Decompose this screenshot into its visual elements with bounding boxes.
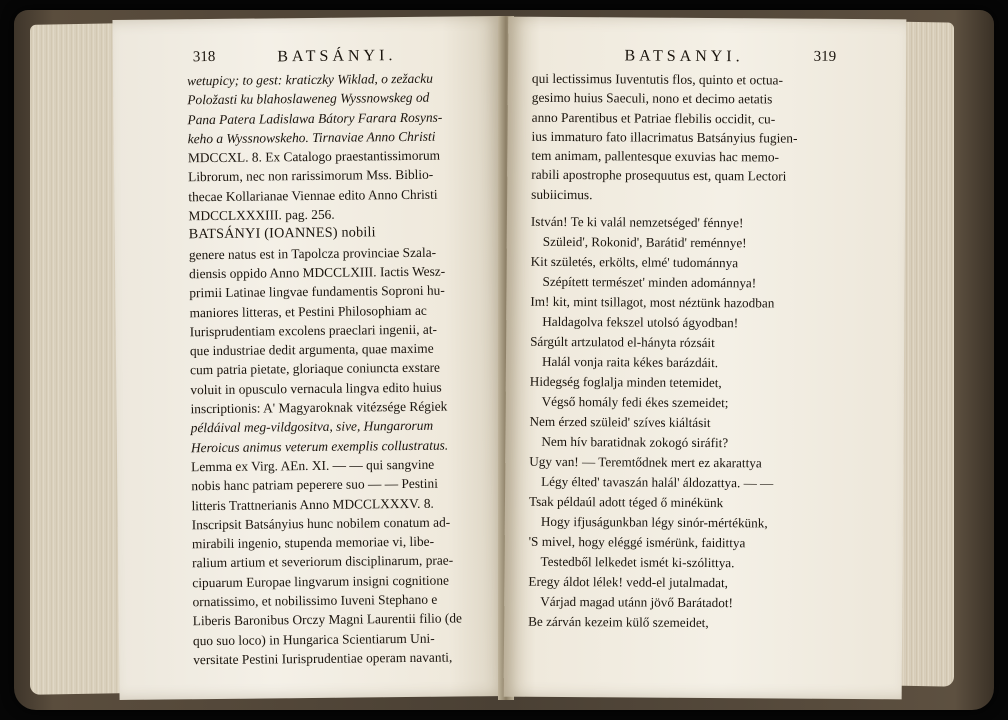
text-line: Librorum, nec non rarissimorum Mss. Biblio-	[188, 167, 434, 185]
verse-line: Várjad magad utánn jövő Barátadot!	[540, 593, 733, 611]
text-line: MDCCXL. 8. Ex Catalogo praestantissimorum	[187, 147, 441, 166]
text-line: példáival meg-vildgositva, sive, Hungarorum	[190, 418, 434, 436]
verse-line: Nem érzed szüleid' szíves kiáltásit	[529, 413, 711, 431]
text-line: mirabili ingenio, stupenda memoriae vi, libe-	[191, 533, 435, 552]
verse-line: Testedből lelkedet ismét ki-szólittya.	[540, 553, 735, 571]
right-page-prose	[531, 69, 836, 206]
text-line: inscriptionis: A' Magyaroknak vitézsége Régiek	[190, 398, 448, 417]
text-line: Inscripsit Batsányius hunc nobilem conatum ad-	[191, 514, 451, 533]
text-line: que industriae dedit argumenta, quae maxime	[189, 340, 434, 359]
text-line: anno Parentibus et Patriae flebilis occidit, cu-	[531, 109, 776, 127]
text-line: keho a Wyssnowskeho. Tirnaviae Anno Christi	[187, 128, 436, 147]
text-line: tem animam, pallentesque exuvias hac memo-	[531, 147, 780, 165]
verse-line: István! Te ki valál nemzetséged' fénnye!	[530, 213, 744, 231]
verse-line: Be zárván kezeim külő szemeidet,	[528, 613, 709, 631]
verse-line: Hogy ifjuságunkban légy sinór-mértékünk,	[540, 513, 768, 531]
text-line: Liberis Baronibus Orczy Magni Laurentii filio (de	[192, 610, 463, 629]
verse-line: Légy élted' tavaszán halál' áldozattya. — —	[541, 473, 774, 491]
running-title-right: BATSANYI.	[624, 47, 744, 66]
text-line: cipuarum Europae lingvarum insigni cognitione	[192, 572, 450, 590]
verse-line: Kit születés, erkölts, elmé' tudománnya	[530, 253, 739, 271]
text-line: gesimo huius Saeculi, nono et decimo aetatis	[531, 90, 773, 107]
verse-line: Eregy áldot lélek! vedd-el jutalmadat,	[528, 573, 729, 591]
text-line: primii Latinae lingvae fundamentis Soproni hu-	[189, 282, 445, 301]
running-head-left	[187, 46, 487, 71]
text-line: Pana Patera Ladislawa Bátory Farara Rosyns-	[187, 109, 443, 127]
verse-line: Hidegség foglalja minden tetemidet,	[529, 373, 722, 391]
text-line: maniores litteras, et Pestini Philosophiam ac	[189, 302, 427, 320]
text-line: Položasti ku blahoslaweneg Wyssnowskeg od	[187, 90, 430, 108]
text-line: diensis oppido Anno MDCCLXIII. Iactis Wesz-	[189, 263, 446, 282]
page-number-right: 319	[813, 48, 837, 65]
text-line: BATSÁNYI (IOANNES) nobili	[188, 224, 376, 243]
verse-line: Végső homály fedi ékes szemeidet;	[541, 393, 729, 411]
text-line: wetupicy; to gest: kraticzky Wiklad, o zežacku	[187, 70, 433, 89]
text-line: genere natus est in Tapolcza provinciae Szala-	[188, 244, 437, 262]
verse-line: Sárgúlt artzulatod el-hányta rózsáit	[530, 333, 715, 351]
verse-line: Im! kit, mint tsillagot, most néztünk hazodban	[530, 293, 775, 311]
page-number-left: 318	[192, 48, 216, 66]
text-line: Heroicus animus veterum exemplis collustratus.	[190, 437, 449, 455]
text-line: cum patria pietate, gloriaque coniuncta exstare	[190, 360, 441, 378]
text-line: subiicimus.	[531, 186, 593, 202]
text-line: nobis hanc patriam peperere suo — — Pestini	[191, 475, 438, 494]
running-title-left: BATSÁNYI.	[277, 47, 397, 66]
left-page-text	[187, 68, 493, 669]
text-line: rabili apostrophe prosequutus est, quam Lectori	[531, 167, 787, 185]
left-page	[112, 16, 507, 700]
right-page	[504, 17, 907, 700]
verse-line: Halál vonja raita kékes barázdáit.	[541, 353, 719, 371]
text-line: versitate Pestini Iurisprudentiae operam navanti,	[193, 649, 453, 668]
verse-line: Haldagolva fekszel utolsó ágyodban!	[542, 313, 739, 331]
page-edges-left	[30, 23, 126, 695]
text-line: litteris Trattnerianis Anno MDCCLXXXV. 8.	[191, 495, 434, 513]
text-line: Iurisprudentiam excolens praeclari ingenii, at-	[189, 321, 438, 340]
text-line: ius immaturo fato illacrimatus Batsányius fugien-	[531, 128, 798, 146]
verse-line: Szüleid', Rokonid', Barátid' reménnye!	[542, 233, 747, 251]
text-line: Lemma ex Virg. AEn. XI. — — qui sangvine	[191, 456, 435, 475]
verse-line: Tsak példaúl adott téged ő minékünk	[528, 493, 724, 511]
running-head-right	[532, 47, 836, 71]
right-page-verse	[528, 212, 835, 634]
text-line: thecae Kollarianae Viennae edito Anno Christi	[188, 186, 438, 205]
verse-line: Szépített természet' minden adománnya!	[542, 273, 757, 291]
text-line: voluit in opusculo vernacula lingva edito huius	[190, 379, 442, 398]
verse-line: Nem hív baratidnak zokogó siráfit?	[541, 433, 729, 451]
verse-line: 'S mivel, hogy eléggé ismérünk, faidittya	[528, 533, 746, 551]
text-line: quo suo loco) in Hungarica Scientiarum Uni-	[192, 630, 435, 648]
text-line: ornatissimo, et nobilissimo Iuveni Stephano e	[192, 591, 438, 610]
text-line: qui lectissimus Iuventutis flos, quinto et octua-	[531, 70, 784, 88]
text-line: MDCCLXXXIII. pag. 256.	[188, 206, 335, 224]
verse-line: Ugy van! — Teremtődnek mert ez akarattya	[529, 453, 762, 471]
text-line: ralium artium et severiorum disciplinarum, prae-	[192, 552, 454, 571]
